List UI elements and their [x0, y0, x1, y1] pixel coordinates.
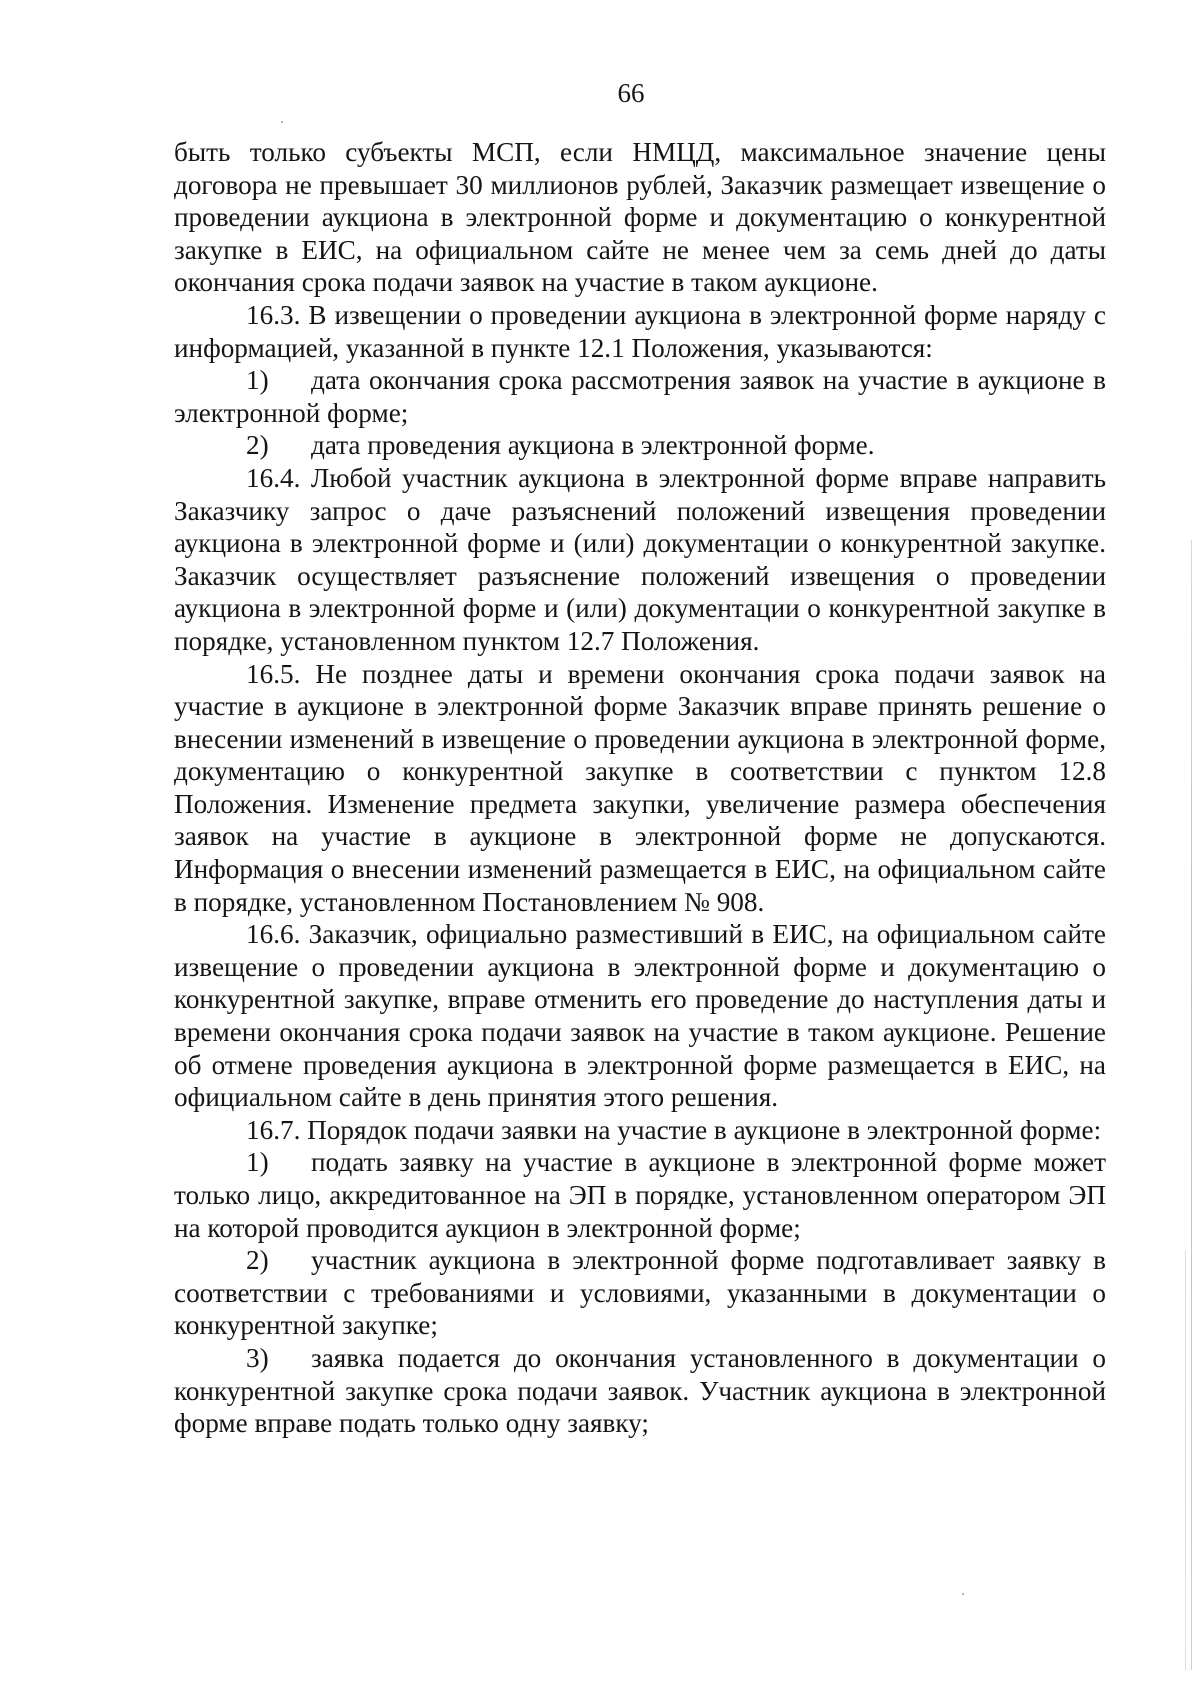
list-number: 1) — [246, 365, 269, 396]
list-item-16-7-3 — [174, 1342, 1106, 1440]
scan-edge-line-secondary — [1185, 1250, 1186, 1670]
list-item-text: заявка подается до окончания установленного в документации о конкурентной закупке срока подачи заявок. Участник аукциона в электронной форме вправе подать только одну заявку; — [174, 1342, 1106, 1439]
list-number: 2) — [246, 430, 269, 461]
page-number: 66 — [617, 78, 645, 108]
list-item-text: дата окончания срока рассмотрения заявок на участие в аукционе в электронной форме; — [174, 365, 1106, 428]
paragraph-16-4: 16.4. Любой участник аукциона в электронной форме вправе направить Заказчику запрос о даче разъяснений положений извещения проведении аукциона в электронной форме и (или) документации о конкурентной закупке. Заказчик осуществляет разъяснение положений извещения о проведении аукциона в электронной форме и (или) документации о конкурентной закупке в порядке, установленном пунктом 12.7 Положения. — [174, 462, 1106, 656]
list-item-16-7-1 — [174, 1146, 1106, 1244]
scan-edge-line — [1191, 540, 1192, 1670]
document-body — [174, 136, 1106, 1440]
paragraph-continuation: быть только субъекты МСП, если НМЦД, максимальное значение цены договора не превышает 30 миллионов рублей, Заказчик размещает извещение о проведении аукциона в электронной форме и документацию о конкурентной закупке в ЕИС, на официальном сайте не менее чем за семь дней до даты окончания срока подачи заявок на участие в таком аукционе. — [174, 137, 1106, 298]
paragraph-16-5: 16.5. Не позднее даты и времени окончания срока подачи заявок на участие в аукционе в электронной форме Заказчик вправе принять решение о внесении изменений в извещение о проведении аукциона в электронной форме, документацию о конкурентной закупке в соответствии с пунктом 12.8 Положения. Изменение предмета закупки, увеличение размера обеспечения заявок на участие в аукционе в электронной форме не допускаются. Информация о внесении изменений размещается в ЕИС, на официальном сайте в порядке, установленном Постановлением № 908. — [174, 658, 1106, 917]
scan-speck — [962, 1593, 964, 1595]
scan-speck — [281, 121, 283, 123]
paragraph-16-7: 16.7. Порядок подачи заявки на участие в аукционе в электронной форме: — [246, 1114, 1102, 1145]
list-number: 1) — [246, 1147, 269, 1178]
list-item-text: подать заявку на участие в аукционе в электронной форме может только лицо, аккредитованное на ЭП в порядке, установленном оператором ЭП на которой проводится аукцион в электронной форме; — [174, 1147, 1106, 1243]
list-item-16-3-1 — [174, 364, 1106, 429]
paragraph-16-3: 16.3. В извещении о проведении аукциона в электронной форме наряду с информацией, указанной в пункте 12.1 Положения, указываются: — [174, 299, 1106, 363]
paragraph-16-6: 16.6. Заказчик, официально разместивший в ЕИС, на официальном сайте извещение о проведении аукциона в электронной форме и документацию о конкурентной закупке, вправе отменить его проведение до наступления даты и времени окончания срока подачи заявок на участие в таком аукционе. Решение об отмене проведения аукциона в электронной форме размещается в ЕИС, на официальном сайте в день принятия этого решения. — [174, 919, 1106, 1113]
list-item-16-7-2 — [174, 1244, 1106, 1342]
list-number: 2) — [246, 1245, 269, 1276]
list-item-16-3-2 — [174, 429, 1106, 462]
list-number: 3) — [246, 1342, 269, 1373]
list-item-text: участник аукциона в электронной форме подготавливает заявку в соответствии с требованиями и условиями, указанными в документации о конкурентной закупке; — [174, 1245, 1106, 1341]
list-item-text: дата проведения аукциона в электронной форме. — [311, 430, 875, 461]
